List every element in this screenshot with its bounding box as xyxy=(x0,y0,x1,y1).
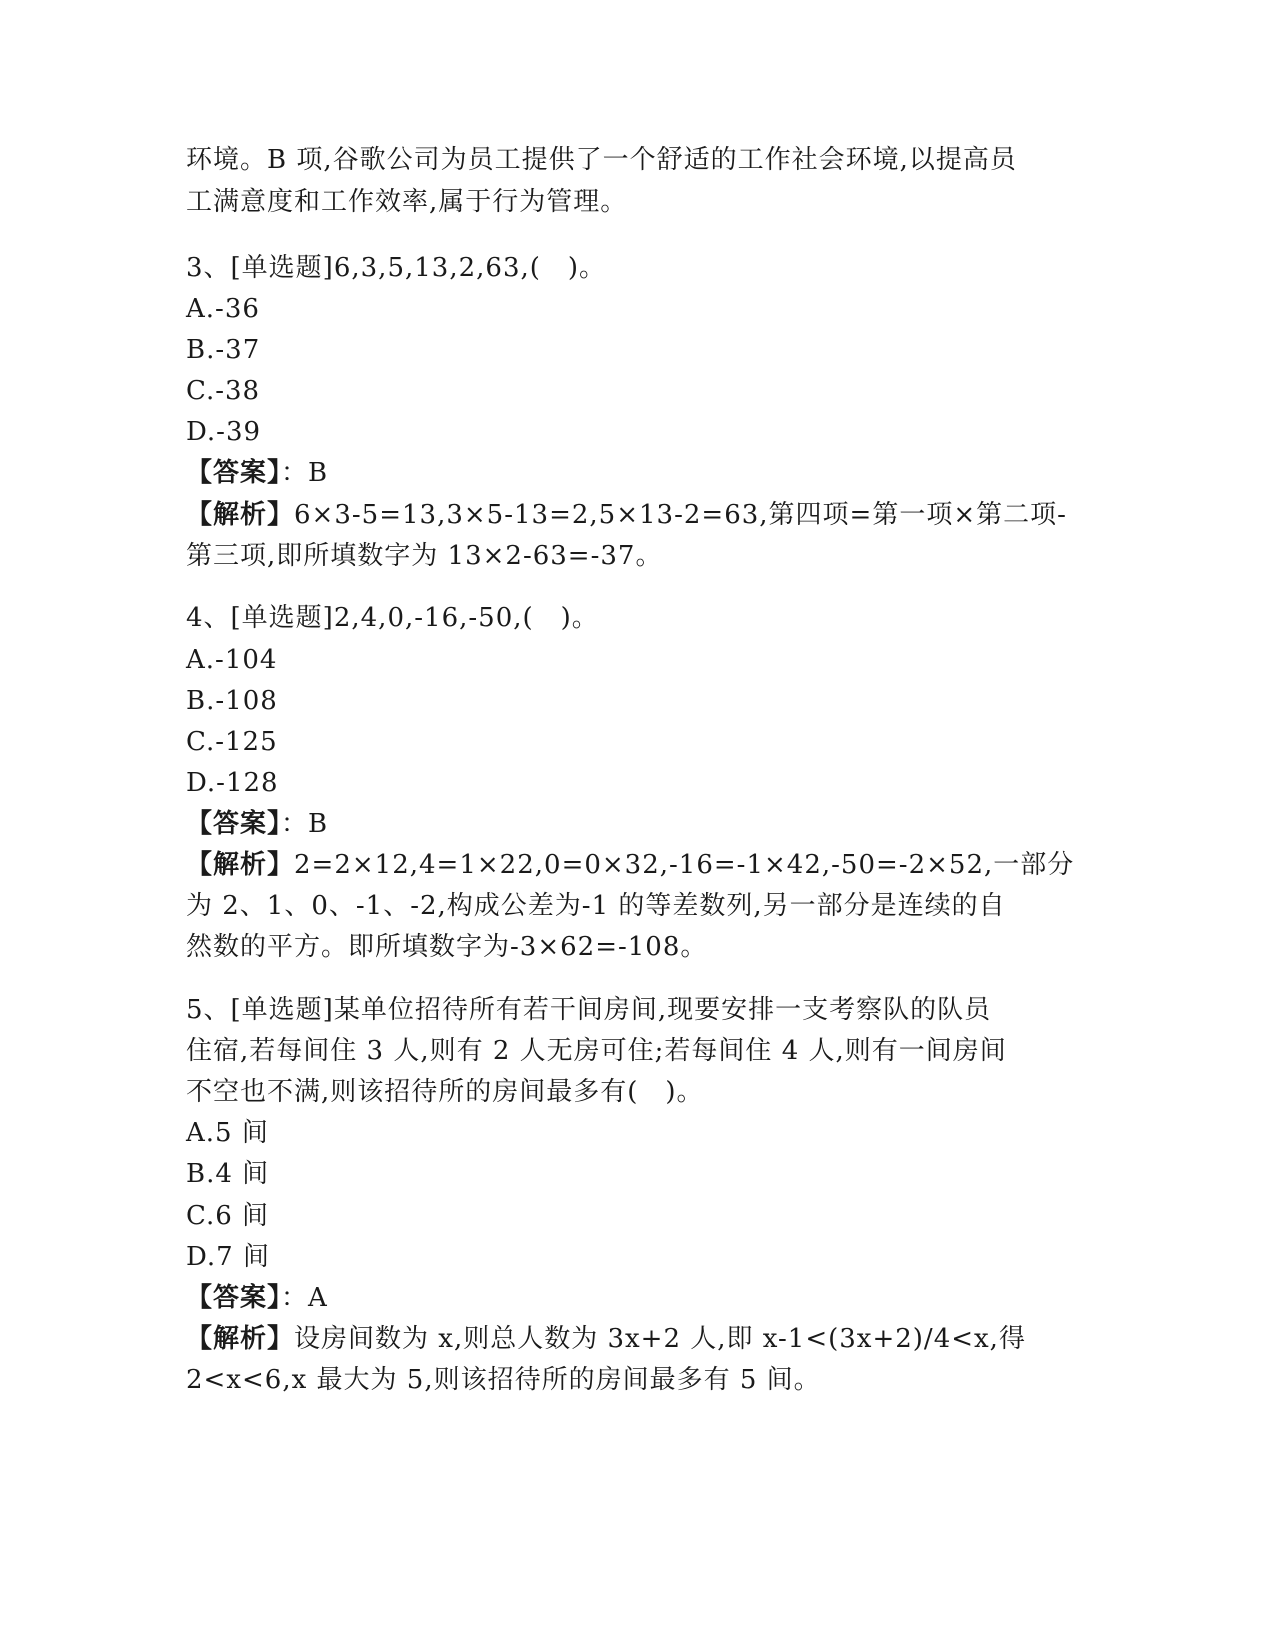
answer-label: 【答案】 xyxy=(186,458,282,488)
question-5-stem: 5、[单选题]某单位招待所有若干间房间,现要安排一支考察队的队员 xyxy=(186,995,992,1025)
question-5-answer xyxy=(186,1282,328,1314)
question-4-option-c: C.-125 xyxy=(186,727,278,757)
answer-label: 【答案】 xyxy=(186,809,282,839)
answer-label: 【答案】 xyxy=(186,1283,282,1313)
intro-line: 工满意度和工作效率,属于行为管理。 xyxy=(186,187,628,217)
question-3-option-d: D.-39 xyxy=(186,417,262,447)
analysis-label: 【解析】 xyxy=(186,850,295,880)
question-5-option-d: D.7 间 xyxy=(186,1242,270,1272)
answer-value: ：B xyxy=(281,809,329,839)
question-4-option-d: D.-128 xyxy=(186,768,279,798)
analysis-text: 设房间数为 x,则总人数为 3x+2 人,即 x-1<(3x+2)/4<x,得 xyxy=(294,1324,1026,1354)
intro-line: 环境。B 项,谷歌公司为员工提供了一个舒适的工作社会环境,以提高员 xyxy=(186,145,1017,175)
question-4-answer xyxy=(186,808,328,840)
question-3-analysis xyxy=(186,499,1067,531)
answer-value: ：A xyxy=(281,1283,328,1313)
question-3-answer xyxy=(186,457,328,489)
question-3-option-c: C.-38 xyxy=(186,376,261,406)
question-5-analysis xyxy=(186,1323,1026,1355)
question-4-option-a: A.-104 xyxy=(186,645,278,675)
question-4-option-b: B.-108 xyxy=(186,686,278,716)
answer-value: ：B xyxy=(281,458,329,488)
question-4-analysis-line: 然数的平方。即所填数字为-3×62=-108。 xyxy=(186,932,708,962)
question-5-option-a: A.5 间 xyxy=(186,1118,269,1148)
question-3-stem: 3、[单选题]6,3,5,13,2,63,( )。 xyxy=(186,253,607,283)
question-3-option-b: B.-37 xyxy=(186,335,261,365)
question-5-option-b: B.4 间 xyxy=(186,1159,270,1189)
analysis-label: 【解析】 xyxy=(186,1324,295,1354)
analysis-label: 【解析】 xyxy=(186,500,295,530)
document-page xyxy=(186,0,1086,1650)
question-5-option-c: C.6 间 xyxy=(186,1201,270,1231)
question-5-stem-line: 住宿,若每间住 3 人,则有 2 人无房可住;若每间住 4 人,则有一间房间 xyxy=(186,1036,1007,1066)
question-5-analysis-line: 2<x<6,x 最大为 5,则该招待所的房间最多有 5 间。 xyxy=(186,1365,821,1395)
question-3-option-a: A.-36 xyxy=(186,294,260,324)
question-5-stem-line: 不空也不满,则该招待所的房间最多有( )。 xyxy=(186,1077,704,1107)
question-4-analysis-line: 为 2、1、0、-1、-2,构成公差为-1 的等差数列,另一部分是连续的自 xyxy=(186,891,1006,921)
question-4-analysis xyxy=(186,849,1074,881)
analysis-text: 6×3-5=13,3×5-13=2,5×13-2=63,第四项=第一项×第二项- xyxy=(294,500,1067,530)
analysis-text: 2=2×12,4=1×22,0=0×32,-16=-1×42,-50=-2×52,一部分 xyxy=(294,850,1075,880)
question-3-analysis-line: 第三项,即所填数字为 13×2-63=-37。 xyxy=(186,541,663,571)
question-4-stem: 4、[单选题]2,4,0,-16,-50,( )。 xyxy=(186,603,599,633)
